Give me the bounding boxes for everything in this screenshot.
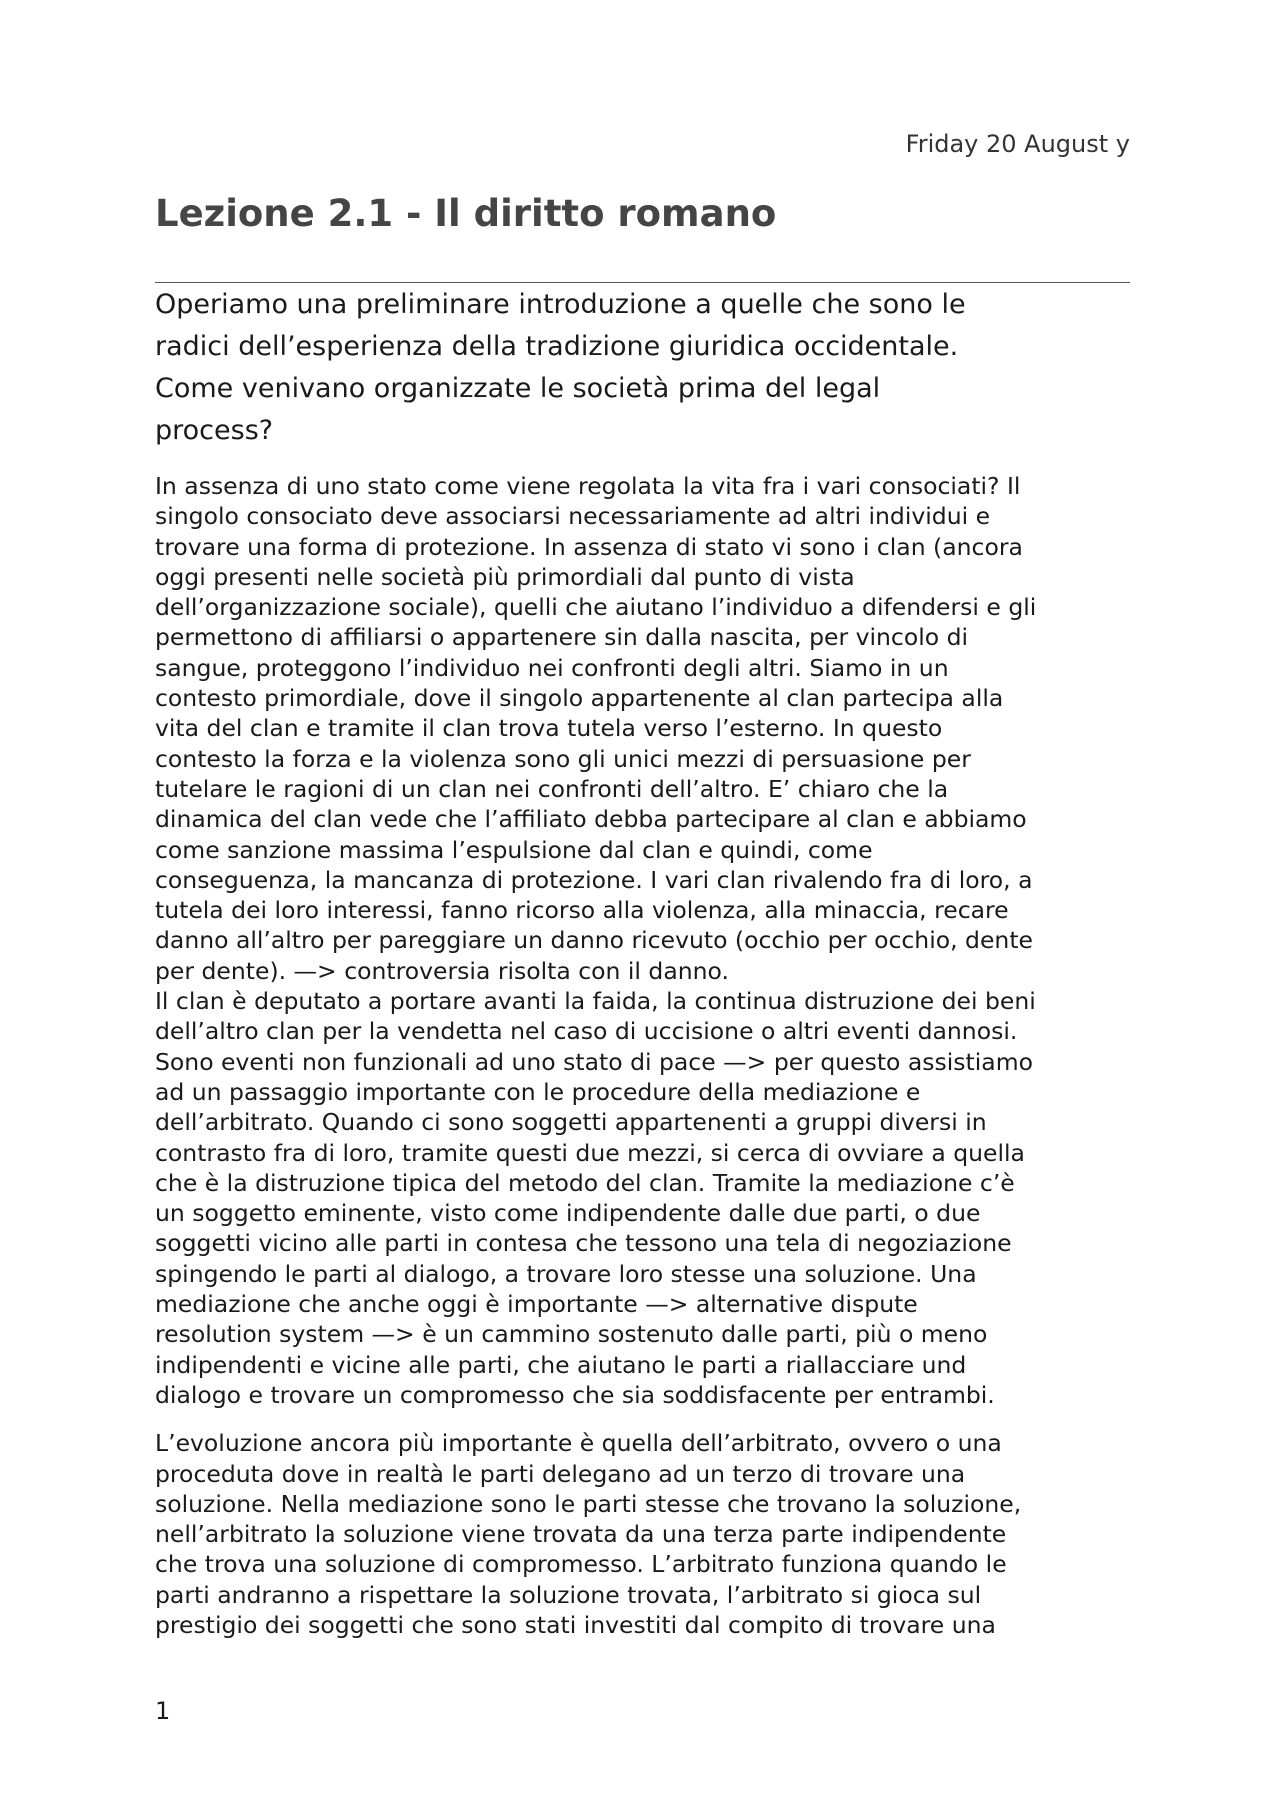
- text-line: tutela dei loro interessi, fanno ricorso alla violenza, alla minaccia, recare: [155, 896, 1009, 925]
- text-line: ad un passaggio importante con le procedure della mediazione e: [155, 1077, 921, 1106]
- text-line: Sono eventi non funzionali ad uno stato di pace —> per questo assistiamo: [155, 1047, 1033, 1076]
- text-line: che trova una soluzione di compromesso. L’arbitrato funziona quando le: [155, 1550, 1007, 1579]
- paragraph-gap: [155, 1410, 1130, 1428]
- text-line: contesto la forza e la violenza sono gli unici mezzi di persuasione per: [155, 744, 971, 773]
- text-line: un soggetto eminente, visto come indipendente dalle due parti, o due: [155, 1199, 981, 1228]
- lead-line: Operiamo una preliminare introduzione a quelle che sono le: [155, 289, 966, 320]
- text-line: contrasto fra di loro, tramite questi due mezzi, si cerca di ovviare a quella: [155, 1138, 1025, 1167]
- text-line: indipendenti e vicine alle parti, che aiutano le parti a riallacciare und: [155, 1350, 967, 1379]
- text-line: come sanzione massima l’espulsione dal clan e quindi, come: [155, 835, 873, 864]
- lead-paragraph: [155, 284, 1130, 452]
- text-line: soluzione. Nella mediazione sono le parti stesse che trovano la soluzione,: [155, 1489, 1022, 1518]
- text-line: dialogo e trovare un compromesso che sia soddisfacente per entrambi.: [155, 1380, 995, 1409]
- body-paragraph: [155, 471, 1130, 1410]
- text-line: singolo consociato deve associarsi necessariamente ad altri individui e: [155, 502, 991, 531]
- document-title: Lezione 2.1 - Il diritto romano: [155, 192, 777, 235]
- text-line: prestigio dei soggetti che sono stati investiti dal compito di trovare una: [155, 1610, 996, 1639]
- text-line: trovare una forma di protezione. In assenza di stato vi sono i clan (ancora: [155, 532, 1023, 561]
- text-line: L’evoluzione ancora più importante è quella dell’arbitrato, ovvero o una: [155, 1429, 1002, 1458]
- text-line: danno all’altro per pareggiare un danno ricevuto (occhio per occhio, dente: [155, 926, 1033, 955]
- text-line: dinamica del clan vede che l’affiliato debba partecipare al clan e abbiamo: [155, 805, 1027, 834]
- text-line: nell’arbitrato la soluzione viene trovata da una terza parte indipendente: [155, 1520, 1007, 1549]
- lead-line: Come venivano organizzate le società prima del legal: [155, 373, 881, 404]
- text-line: resolution system —> è un cammino sostenuto dalle parti, più o meno: [155, 1320, 988, 1349]
- text-line: sangue, proteggono l’individuo nei confronti degli altri. Siamo in un: [155, 653, 949, 682]
- text-line: Il clan è deputato a portare avanti la faida, la continua distruzione dei beni: [155, 987, 1036, 1016]
- text-line: spingendo le parti al dialogo, a trovare loro stesse una soluzione. Una: [155, 1259, 977, 1288]
- title-divider: [155, 282, 1130, 283]
- text-line: dell’altro clan per la vendetta nel caso di uccisione o altri eventi dannosi.: [155, 1017, 1018, 1046]
- text-line: tutelare le ragioni di un clan nei confronti dell’altro. E’ chiaro che la: [155, 774, 949, 803]
- document-date: Friday 20 August y: [905, 130, 1130, 158]
- text-line: per dente). —> controversia risolta con il danno.: [155, 956, 729, 985]
- text-line: proceduta dove in realtà le parti delegano ad un terzo di trovare una: [155, 1459, 966, 1488]
- lead-line: radici dell’esperienza della tradizione giuridica occidentale.: [155, 331, 959, 362]
- text-line: dell’arbitrato. Quando ci sono soggetti appartenenti a gruppi diversi in: [155, 1108, 987, 1137]
- text-line: soggetti vicino alle parti in contesa che tessono una tela di negoziazione: [155, 1229, 1012, 1258]
- text-line: In assenza di uno stato come viene regolata la vita fra i vari consociati? Il: [155, 472, 1021, 500]
- body-text: [155, 471, 1130, 1640]
- body-paragraph: [155, 1428, 1130, 1640]
- text-line: dell’organizzazione sociale), quelli che aiutano l’individuo a difendersi e gli: [155, 593, 1037, 622]
- text-line: parti andranno a rispettare la soluzione trovata, l’arbitrato si gioca sul: [155, 1580, 982, 1609]
- text-line: mediazione che anche oggi è importante —> alternative dispute: [155, 1290, 918, 1319]
- lead-line: process?: [155, 415, 274, 446]
- text-line: contesto primordiale, dove il singolo appartenente al clan partecipa alla: [155, 684, 1004, 713]
- text-line: conseguenza, la mancanza di protezione. I vari clan rivalendo fra di loro, a: [155, 865, 1033, 894]
- text-line: che è la distruzione tipica del metodo del clan. Tramite la mediazione c’è: [155, 1168, 1015, 1197]
- page-number: 1: [155, 1697, 171, 1725]
- text-line: oggi presenti nelle società più primordiali dal punto di vista: [155, 562, 855, 591]
- text-line: vita del clan e tramite il clan trova tutela verso l’esterno. In questo: [155, 714, 943, 743]
- text-line: permettono di affiliarsi o appartenere sin dalla nascita, per vincolo di: [155, 623, 969, 652]
